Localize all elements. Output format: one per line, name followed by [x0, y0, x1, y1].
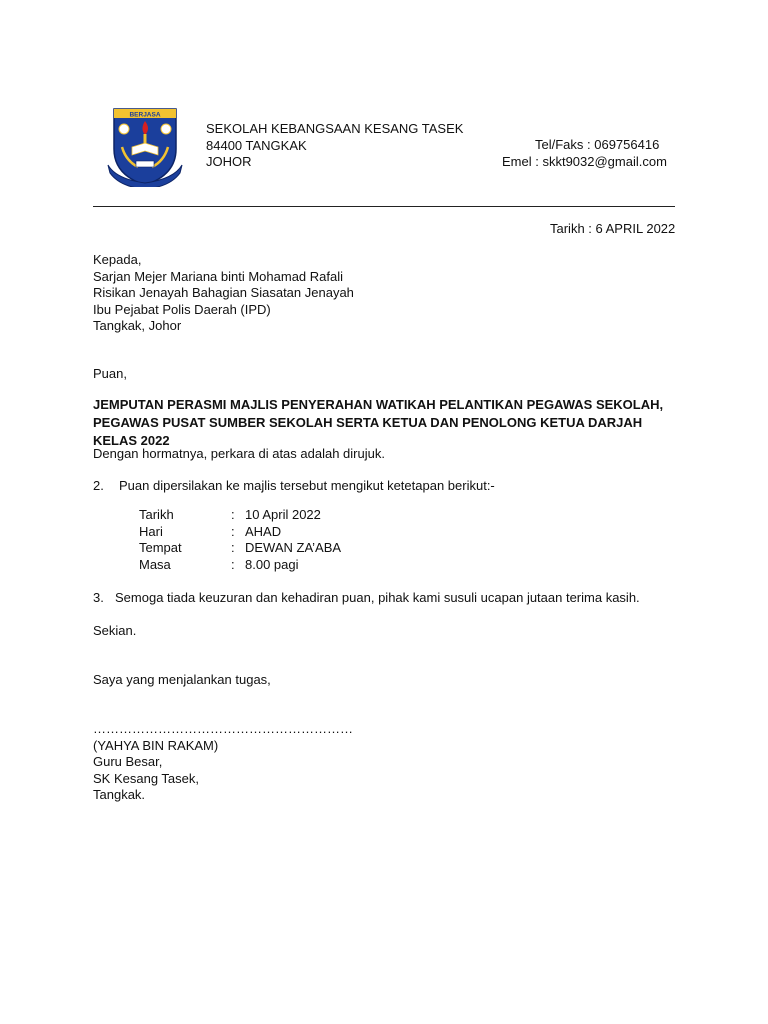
recipient-line: Ibu Pejabat Polis Daerah (IPD)	[93, 301, 271, 317]
salutation: Puan,	[93, 366, 127, 381]
contact-block	[502, 137, 667, 170]
paragraph-number: 2.	[93, 478, 104, 493]
detail-row-date	[139, 507, 341, 524]
school-state: JOHOR	[206, 154, 252, 169]
paragraph-number: 3.	[93, 590, 104, 605]
signature-dots: ……………………………………………………	[93, 721, 353, 736]
school-name: SEKOLAH KEBANGSAAN KESANG TASEK	[206, 121, 464, 136]
paragraph-2	[93, 478, 495, 495]
detail-label: Hari	[139, 523, 163, 539]
detail-row-day	[139, 524, 341, 541]
event-details	[139, 507, 341, 573]
intro-paragraph: Dengan hormatnya, perkara di atas adalah dirujuk.	[93, 446, 385, 461]
detail-label: Tempat	[139, 540, 182, 555]
detail-label: Tarikh	[139, 507, 174, 522]
detail-separator: :	[231, 523, 235, 539]
detail-row-place	[139, 540, 341, 557]
detail-label: Masa	[139, 556, 171, 572]
recipient-block	[93, 252, 354, 335]
recipient-line: Risikan Jenayah Bahagian Siasatan Jenayah	[93, 285, 354, 300]
closing: Sekian.	[93, 623, 137, 638]
paragraph-3	[93, 590, 640, 607]
svg-text:BERJASA: BERJASA	[129, 111, 161, 119]
signatory-title: Guru Besar,	[93, 754, 163, 769]
header-divider	[93, 206, 675, 207]
detail-row-time	[139, 557, 341, 574]
signatory-name: (YAHYA BIN RAKAM)	[93, 737, 219, 753]
detail-value: 8.00 pagi	[245, 556, 299, 572]
school-address-block	[206, 121, 463, 171]
signatory-school: SK Kesang Tasek,	[93, 770, 199, 786]
recipient-to-label: Kepada,	[93, 252, 142, 267]
signatory-town: Tangkak.	[93, 787, 146, 802]
email: Emel : skkt9032@gmail.com	[502, 153, 667, 169]
detail-separator: :	[231, 507, 235, 522]
letter-subject: JEMPUTAN PERASMI MAJLIS PENYERAHAN WATIKAH PELANTIKAN PEGAWAS SEKOLAH, PEGAWAS PUSAT SUMBER SEKOLAH SERTA KETUA DAN PENOLONG KETUA DARJAH KELAS 2022	[93, 397, 664, 448]
school-postcode-town: 84400 TANGKAK	[206, 137, 307, 153]
detail-value: 10 April 2022	[245, 507, 321, 522]
recipient-line: Tangkak, Johor	[93, 318, 182, 333]
detail-separator: :	[231, 540, 235, 555]
detail-value: AHAD	[245, 523, 282, 539]
recipient-line: Sarjan Mejer Mariana binti Mohamad Rafali	[93, 268, 344, 284]
detail-separator: :	[231, 556, 235, 572]
tel-fax: Tel/Faks : 069756416	[535, 137, 660, 152]
detail-value: DEWAN ZA’ABA	[245, 540, 342, 555]
letter-date: Tarikh : 6 APRIL 2022	[550, 221, 676, 236]
paragraph-text: Semoga tiada keuzuran dan kehadiran puan, pihak kami susuli ucapan jutaan terima kasih.	[115, 590, 640, 605]
signature-block	[93, 721, 353, 804]
paragraph-text: Puan dipersilakan ke majlis tersebut mengikut ketetapan berikut:-	[119, 478, 495, 493]
duty-line: Saya yang menjalankan tugas,	[93, 672, 271, 687]
school-crest-logo	[106, 103, 184, 187]
